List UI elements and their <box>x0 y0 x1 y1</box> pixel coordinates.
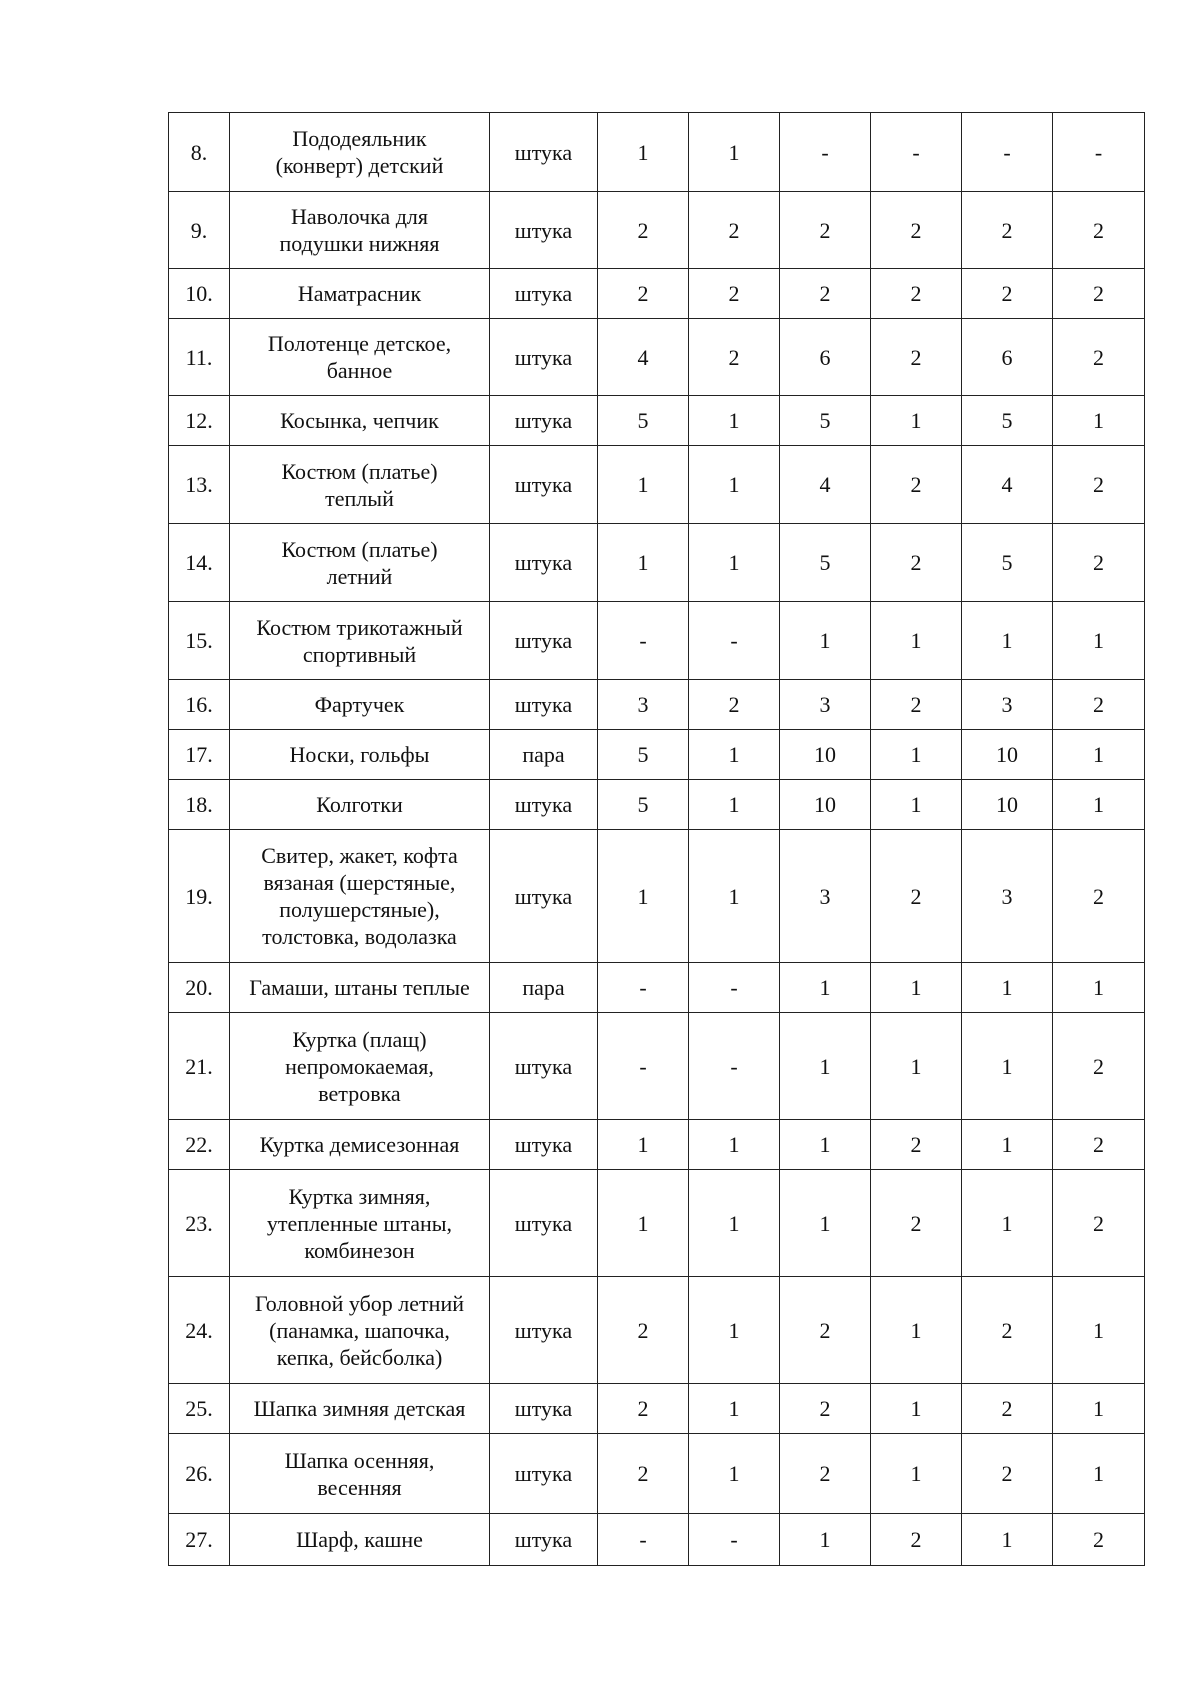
item-name-cell: Куртка зимняя, утепленные штаны, комбинезон <box>230 1170 490 1277</box>
unit-cell: штука <box>490 1384 598 1434</box>
row-number-cell: 19. <box>169 830 230 963</box>
unit-cell: штука <box>490 1170 598 1277</box>
item-name-cell: Костюм (платье) летний <box>230 524 490 602</box>
row-number-cell: 11. <box>169 319 230 396</box>
quantity-cell: 1 <box>1053 730 1145 780</box>
table-row <box>169 730 1145 780</box>
quantity-cell: - <box>598 1013 689 1120</box>
item-name-cell: Куртка демисезонная <box>230 1120 490 1170</box>
item-name-cell: Головной убор летний (панамка, шапочка, кепка, бейсболка) <box>230 1277 490 1384</box>
quantity-cell: 1 <box>871 1277 962 1384</box>
quantity-cell: 2 <box>780 1434 871 1514</box>
unit-cell: штука <box>490 1434 598 1514</box>
item-name-cell: Куртка (плащ) непромокаемая, ветровка <box>230 1013 490 1120</box>
table-row <box>169 1120 1145 1170</box>
quantity-cell: 1 <box>1053 1384 1145 1434</box>
quantity-cell: 2 <box>1053 446 1145 524</box>
item-name-cell: Пододеяльник (конверт) детский <box>230 113 490 192</box>
quantity-cell: 2 <box>962 1434 1053 1514</box>
quantity-cell: 2 <box>1053 192 1145 269</box>
row-number-cell: 10. <box>169 269 230 319</box>
item-name-cell: Шапка осенняя, весенняя <box>230 1434 490 1514</box>
quantity-cell: - <box>689 602 780 680</box>
quantity-cell: 2 <box>871 319 962 396</box>
table-row <box>169 396 1145 446</box>
table-row <box>169 113 1145 192</box>
quantity-cell: 1 <box>780 1514 871 1566</box>
quantity-cell: 2 <box>780 269 871 319</box>
table-row <box>169 680 1145 730</box>
item-name-cell: Свитер, жакет, кофта вязаная (шерстяные, полушерстяные), толстовка, водолазка <box>230 830 490 963</box>
quantity-cell: 3 <box>780 830 871 963</box>
quantity-cell: 6 <box>780 319 871 396</box>
item-name-cell: Полотенце детское, банное <box>230 319 490 396</box>
quantity-cell: 2 <box>689 680 780 730</box>
quantity-cell: 2 <box>780 192 871 269</box>
quantity-cell: 2 <box>1053 319 1145 396</box>
table-row <box>169 963 1145 1013</box>
table-row <box>169 524 1145 602</box>
row-number-cell: 26. <box>169 1434 230 1514</box>
unit-cell: пара <box>490 730 598 780</box>
quantity-cell: 1 <box>871 396 962 446</box>
table-row <box>169 780 1145 830</box>
quantity-cell: 1 <box>689 446 780 524</box>
quantity-cell: 2 <box>1053 680 1145 730</box>
quantity-cell: - <box>598 602 689 680</box>
quantity-cell: 1 <box>1053 1277 1145 1384</box>
quantity-cell: 2 <box>871 1170 962 1277</box>
unit-cell: штука <box>490 780 598 830</box>
quantity-cell: 2 <box>1053 1120 1145 1170</box>
unit-cell: пара <box>490 963 598 1013</box>
table-row <box>169 319 1145 396</box>
quantity-cell: 1 <box>689 113 780 192</box>
quantity-cell: 2 <box>871 446 962 524</box>
table-row <box>169 830 1145 963</box>
unit-cell: штука <box>490 1514 598 1566</box>
row-number-cell: 12. <box>169 396 230 446</box>
quantity-cell: 2 <box>871 830 962 963</box>
quantity-cell: 2 <box>1053 1170 1145 1277</box>
quantity-cell: 3 <box>598 680 689 730</box>
quantity-cell: - <box>689 1514 780 1566</box>
quantity-cell: 1 <box>1053 602 1145 680</box>
quantity-cell: 10 <box>780 730 871 780</box>
quantity-cell: 10 <box>962 780 1053 830</box>
item-name-cell: Носки, гольфы <box>230 730 490 780</box>
quantity-cell: 4 <box>780 446 871 524</box>
quantity-cell: 2 <box>962 1277 1053 1384</box>
row-number-cell: 14. <box>169 524 230 602</box>
table-row <box>169 1013 1145 1120</box>
quantity-cell: 2 <box>1053 524 1145 602</box>
quantity-cell: 2 <box>780 1277 871 1384</box>
row-number-cell: 27. <box>169 1514 230 1566</box>
unit-cell: штука <box>490 524 598 602</box>
table-row <box>169 269 1145 319</box>
quantity-cell: 5 <box>598 396 689 446</box>
quantity-cell: - <box>871 113 962 192</box>
row-number-cell: 9. <box>169 192 230 269</box>
table-body <box>169 113 1145 1566</box>
quantity-cell: 1 <box>689 830 780 963</box>
quantity-cell: 2 <box>871 269 962 319</box>
quantity-cell: 4 <box>598 319 689 396</box>
quantity-cell: 2 <box>598 1384 689 1434</box>
quantity-cell: 1 <box>1053 780 1145 830</box>
quantity-cell: 1 <box>871 1434 962 1514</box>
quantity-cell: 2 <box>1053 1514 1145 1566</box>
quantity-cell: - <box>598 1514 689 1566</box>
quantity-cell: 2 <box>689 269 780 319</box>
quantity-cell: 10 <box>962 730 1053 780</box>
row-number-cell: 8. <box>169 113 230 192</box>
quantity-cell: 10 <box>780 780 871 830</box>
row-number-cell: 25. <box>169 1384 230 1434</box>
item-name-cell: Костюм трикотажный спортивный <box>230 602 490 680</box>
item-name-cell: Шарф, кашне <box>230 1514 490 1566</box>
quantity-cell: - <box>689 963 780 1013</box>
quantity-cell: 1 <box>598 830 689 963</box>
quantity-cell: 2 <box>871 1514 962 1566</box>
unit-cell: штука <box>490 830 598 963</box>
quantity-cell: 1 <box>780 963 871 1013</box>
quantity-cell: 2 <box>598 192 689 269</box>
quantity-cell: 2 <box>598 1277 689 1384</box>
table-row <box>169 1434 1145 1514</box>
unit-cell: штука <box>490 192 598 269</box>
table-row <box>169 602 1145 680</box>
quantity-cell: 2 <box>962 269 1053 319</box>
row-number-cell: 17. <box>169 730 230 780</box>
quantity-cell: 2 <box>871 524 962 602</box>
row-number-cell: 24. <box>169 1277 230 1384</box>
quantity-cell: - <box>689 1013 780 1120</box>
quantity-cell: - <box>780 113 871 192</box>
row-number-cell: 15. <box>169 602 230 680</box>
quantity-cell: 4 <box>962 446 1053 524</box>
item-name-cell: Косынка, чепчик <box>230 396 490 446</box>
quantity-cell: 5 <box>962 524 1053 602</box>
row-number-cell: 18. <box>169 780 230 830</box>
quantity-cell: 2 <box>780 1384 871 1434</box>
norms-table <box>168 112 1145 1566</box>
unit-cell: штука <box>490 319 598 396</box>
quantity-cell: 1 <box>962 1120 1053 1170</box>
quantity-cell: 5 <box>962 396 1053 446</box>
item-name-cell: Гамаши, штаны теплые <box>230 963 490 1013</box>
quantity-cell: 1 <box>598 113 689 192</box>
quantity-cell: 1 <box>780 1170 871 1277</box>
quantity-cell: 3 <box>780 680 871 730</box>
quantity-cell: 1 <box>871 963 962 1013</box>
quantity-cell: 2 <box>598 1434 689 1514</box>
quantity-cell: 2 <box>1053 1013 1145 1120</box>
unit-cell: штука <box>490 602 598 680</box>
quantity-cell: 1 <box>962 1013 1053 1120</box>
quantity-cell: 1 <box>871 730 962 780</box>
table-row <box>169 1277 1145 1384</box>
quantity-cell: 3 <box>962 830 1053 963</box>
row-number-cell: 21. <box>169 1013 230 1120</box>
table-row <box>169 1170 1145 1277</box>
item-name-cell: Шапка зимняя детская <box>230 1384 490 1434</box>
row-number-cell: 20. <box>169 963 230 1013</box>
quantity-cell: 5 <box>598 730 689 780</box>
quantity-cell: 2 <box>962 1384 1053 1434</box>
unit-cell: штука <box>490 446 598 524</box>
quantity-cell: 1 <box>689 1120 780 1170</box>
table-row <box>169 192 1145 269</box>
quantity-cell: 2 <box>689 319 780 396</box>
quantity-cell: 1 <box>780 1120 871 1170</box>
quantity-cell: 1 <box>871 1013 962 1120</box>
quantity-cell: 1 <box>1053 396 1145 446</box>
quantity-cell: 2 <box>1053 269 1145 319</box>
quantity-cell: - <box>598 963 689 1013</box>
item-name-cell: Костюм (платье) теплый <box>230 446 490 524</box>
quantity-cell: 1 <box>689 396 780 446</box>
quantity-cell: 2 <box>1053 830 1145 963</box>
quantity-cell: 5 <box>780 396 871 446</box>
quantity-cell: 1 <box>780 602 871 680</box>
quantity-cell: 2 <box>871 680 962 730</box>
quantity-cell: 1 <box>871 780 962 830</box>
quantity-cell: 1 <box>689 1384 780 1434</box>
unit-cell: штука <box>490 1277 598 1384</box>
quantity-cell: 1 <box>1053 1434 1145 1514</box>
unit-cell: штука <box>490 1013 598 1120</box>
unit-cell: штука <box>490 396 598 446</box>
quantity-cell: - <box>1053 113 1145 192</box>
quantity-cell: 1 <box>962 602 1053 680</box>
quantity-cell: 5 <box>598 780 689 830</box>
quantity-cell: 3 <box>962 680 1053 730</box>
row-number-cell: 22. <box>169 1120 230 1170</box>
quantity-cell: 2 <box>871 192 962 269</box>
item-name-cell: Наматрасник <box>230 269 490 319</box>
row-number-cell: 13. <box>169 446 230 524</box>
unit-cell: штука <box>490 269 598 319</box>
quantity-cell: 1 <box>871 1384 962 1434</box>
quantity-cell: 2 <box>598 269 689 319</box>
quantity-cell: 6 <box>962 319 1053 396</box>
quantity-cell: 1 <box>689 1434 780 1514</box>
quantity-cell: 1 <box>598 446 689 524</box>
quantity-cell: 1 <box>689 1170 780 1277</box>
quantity-cell: 1 <box>689 524 780 602</box>
item-name-cell: Колготки <box>230 780 490 830</box>
row-number-cell: 23. <box>169 1170 230 1277</box>
quantity-cell: 1 <box>689 780 780 830</box>
quantity-cell: - <box>962 113 1053 192</box>
unit-cell: штука <box>490 113 598 192</box>
table-row <box>169 1384 1145 1434</box>
quantity-cell: 1 <box>598 1120 689 1170</box>
quantity-cell: 1 <box>598 524 689 602</box>
quantity-cell: 1 <box>689 1277 780 1384</box>
item-name-cell: Наволочка для подушки нижняя <box>230 192 490 269</box>
table-row <box>169 1514 1145 1566</box>
quantity-cell: 1 <box>962 1170 1053 1277</box>
quantity-cell: 1 <box>598 1170 689 1277</box>
quantity-cell: 1 <box>962 963 1053 1013</box>
quantity-cell: 1 <box>871 602 962 680</box>
quantity-cell: 1 <box>962 1514 1053 1566</box>
row-number-cell: 16. <box>169 680 230 730</box>
quantity-cell: 5 <box>780 524 871 602</box>
item-name-cell: Фартучек <box>230 680 490 730</box>
quantity-cell: 2 <box>962 192 1053 269</box>
unit-cell: штука <box>490 1120 598 1170</box>
quantity-cell: 1 <box>689 730 780 780</box>
unit-cell: штука <box>490 680 598 730</box>
quantity-cell: 1 <box>780 1013 871 1120</box>
quantity-cell: 1 <box>1053 963 1145 1013</box>
table-row <box>169 446 1145 524</box>
quantity-cell: 2 <box>689 192 780 269</box>
quantity-cell: 2 <box>871 1120 962 1170</box>
